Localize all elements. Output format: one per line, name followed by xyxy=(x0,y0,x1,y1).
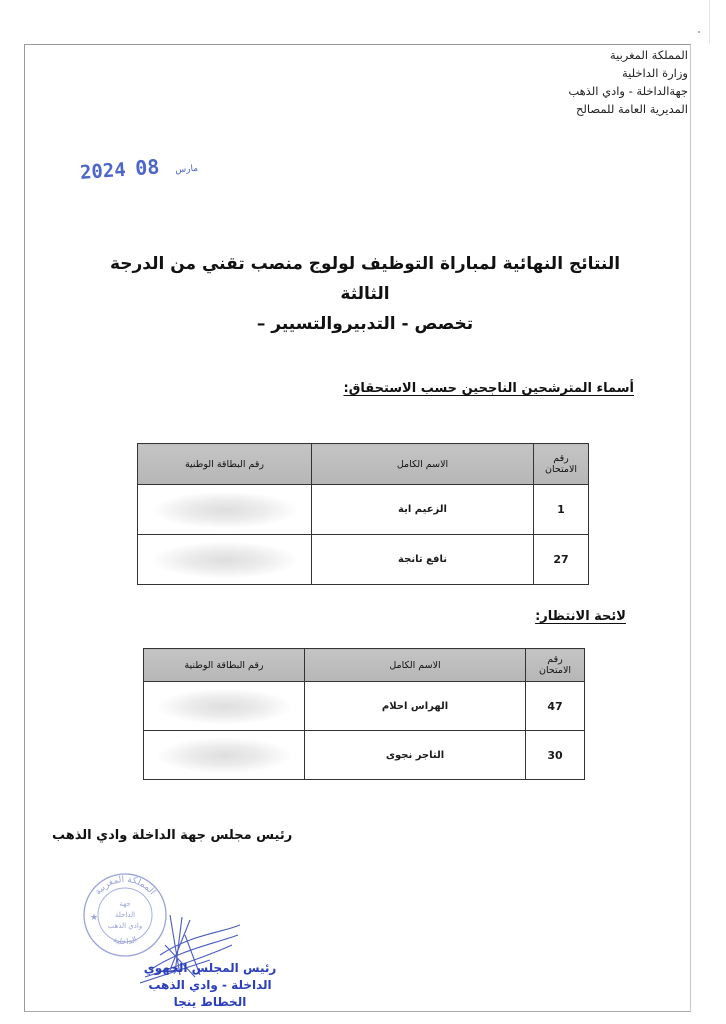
table-header-row xyxy=(138,444,589,485)
full-name-cell: التاجر نجوى xyxy=(305,731,526,780)
column-header-national-id: رقم البطاقة الوطنية xyxy=(138,444,312,485)
seal-star-icon: ★ xyxy=(90,913,99,923)
column-header-exam-number xyxy=(534,444,589,485)
exam-number-cell: 1 xyxy=(534,485,589,535)
national-id-cell-redacted xyxy=(144,731,305,780)
date-year: 2024 xyxy=(79,158,127,184)
table-header-row xyxy=(144,649,585,682)
column-header-exam-number-line2: الامتحان xyxy=(544,464,578,475)
waiting-list-table xyxy=(143,648,585,780)
column-header-exam-number-line1: رقم xyxy=(547,654,563,665)
title-line-2: تخصص - التدبيروالتسيير – xyxy=(256,314,474,334)
exam-number-cell: 27 xyxy=(534,535,589,585)
signer-line-region: الداخلة - وادي الذهب xyxy=(148,978,272,992)
seal-bottom-text: الداخلية xyxy=(111,934,139,947)
seal-inner-line-1: جهة xyxy=(119,900,131,908)
national-id-cell-redacted xyxy=(144,682,305,731)
successful-candidates-heading: أسماء المترشحين الناجحين حسب الاستحقاق: xyxy=(343,381,634,396)
seal-inner-line-2: الداخلة xyxy=(114,911,136,919)
header-line-region: جهةالداخلة - وادي الذهب xyxy=(568,84,688,98)
date-month: مارس xyxy=(174,163,199,176)
column-header-exam-number-line1: رقم xyxy=(553,453,569,464)
full-name-cell: الهراس احلام xyxy=(305,682,526,731)
full-name-cell: نافع تانجة xyxy=(312,535,534,585)
seal-outer-text: المملكة المغربية xyxy=(93,874,157,898)
table-row xyxy=(144,682,585,731)
header-line-ministry: وزارة الداخلية xyxy=(621,66,688,80)
title-line-1: النتائج النهائية لمباراة التوظيف لولوج منصب تقني من الدرجة الثالثة xyxy=(109,254,621,304)
scan-artifact xyxy=(698,31,700,33)
successful-candidates-table xyxy=(137,443,589,585)
seal-inner-line-3: وادي الذهب xyxy=(107,922,143,930)
signer-line-title: رئيس المجلس الجهوي xyxy=(143,961,277,975)
column-header-national-id: رقم البطاقة الوطنية xyxy=(144,649,305,682)
header-line-kingdom: المملكة المغربية xyxy=(609,48,688,62)
header-line-directorate: المديرية العامة للمصالح xyxy=(575,102,688,116)
table-row xyxy=(144,731,585,780)
date-day: 08 xyxy=(134,154,161,181)
column-header-full-name: الاسم الكامل xyxy=(305,649,526,682)
full-name-cell: الزعيم اية xyxy=(312,485,534,535)
column-header-full-name: الاسم الكامل xyxy=(312,444,534,485)
waiting-list-heading: لائحة الانتظار: xyxy=(535,609,626,624)
exam-number-cell: 30 xyxy=(526,731,585,780)
table-row xyxy=(138,485,589,535)
table-row xyxy=(138,535,589,585)
signer-details xyxy=(110,960,310,1011)
column-header-exam-number-line2: الامتحان xyxy=(538,665,572,676)
column-header-exam-number xyxy=(526,649,585,682)
exam-number-cell: 47 xyxy=(526,682,585,731)
national-id-cell-redacted xyxy=(138,485,312,535)
document-title xyxy=(100,249,630,339)
organization-header xyxy=(568,46,688,118)
national-id-cell-redacted xyxy=(138,535,312,585)
signatory-title: رئيس مجلس جهة الداخلة وادي الذهب xyxy=(52,828,293,843)
scan-edge xyxy=(709,0,710,44)
signer-line-name: الخطاط ينجا xyxy=(173,995,247,1009)
